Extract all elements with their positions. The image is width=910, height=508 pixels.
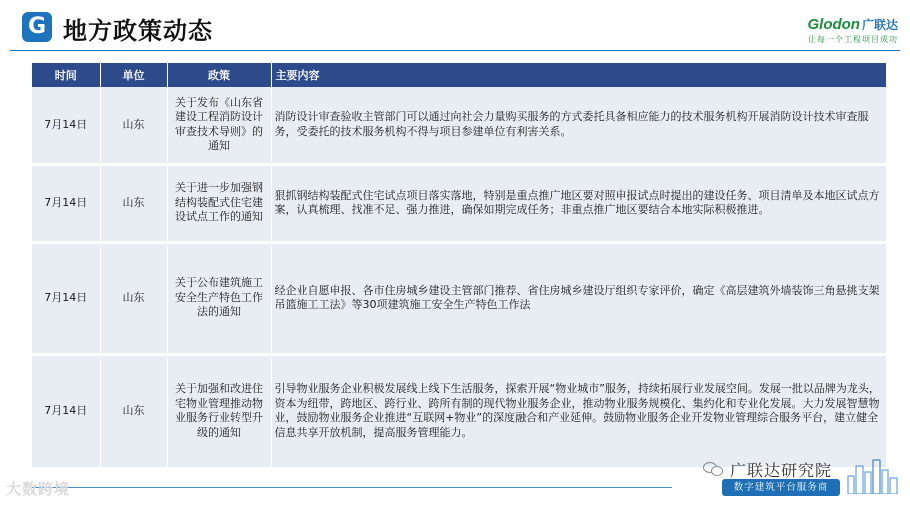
brand-name-en: Glodon xyxy=(807,16,860,33)
cell-unit: 山东 xyxy=(100,354,167,468)
cell-content: 消防设计审查验收主管部门可以通过向社会力量购买服务的方式委托具备相应能力的技术服务机构开展消防设计技术审查服务，受委托的技术服务机构不得与项目参建单位有利害关系。 xyxy=(271,87,886,164)
city-skyline-icon xyxy=(846,456,900,494)
cell-date: 7月14日 xyxy=(32,164,100,242)
cell-policy: 关于发布《山东省建设工程消防设计审查技术导则》的通知 xyxy=(167,87,271,164)
cell-content: 狠抓钢结构装配式住宅试点项目落实落地，特别是重点推广地区要对照申报试点时提出的建设任务、项目清单及本地区试点方案，认真梳理、找准不足、强力推进，确保如期完成任务；非重点推广地区要结合本地实际积极推进。 xyxy=(271,164,886,242)
cell-unit: 山东 xyxy=(100,242,167,354)
footer-divider xyxy=(32,487,672,488)
wechat-account-name: 广联达研究院 xyxy=(730,460,833,480)
brand-slogan: 让每一个工程项目成功 xyxy=(808,35,898,44)
cell-unit: 山东 xyxy=(100,87,167,164)
cell-date: 7月14日 xyxy=(32,87,100,164)
cell-policy: 关于公布建筑施工安全生产特色工作法的通知 xyxy=(167,242,271,354)
column-header-content: 主要内容 xyxy=(271,63,886,87)
cell-content: 经企业自愿申报、各市住房城乡建设主管部门推荐、省住房城乡建设厅组织专家评价，确定《高层建筑外墙装饰三角悬挑支架吊篮施工工法》等30项建筑施工安全生产特色工作法 xyxy=(271,242,886,354)
cell-date: 7月14日 xyxy=(32,354,100,468)
brand-name xyxy=(807,16,898,33)
brand-name-cn: 广联达 xyxy=(861,18,898,32)
policy-table xyxy=(32,63,887,470)
cell-date: 7月14日 xyxy=(32,242,100,354)
glodon-g-logo-icon: G xyxy=(22,12,52,42)
page-title: 地方政策动态 xyxy=(63,17,213,45)
cell-content: 引导物业服务企业积极发展线上线下生活服务，探索开展“物业城市”服务，持续拓展行业发展空间。发展一批以品牌为龙头，资本为纽带，跨地区、跨行业、跨所有制的现代物业服务企业，推动物业服务规模化、集约化和专业化发展。大力发展智慧物业，鼓励物业服务企业推进“互联网+物业”的深度融合和产业延伸。鼓励物业服务企业开发物业管理综合服务平台，建立健全信息共享开放机制，提高服务管理能力。 xyxy=(271,354,886,468)
column-header-date: 时间 xyxy=(32,63,100,87)
brand-logo xyxy=(807,16,898,45)
cell-policy: 关于加强和改进住宅物业管理推动物业服务行业转型升级的通知 xyxy=(167,354,271,468)
platform-slogan-pill: 数字建筑平台服务商 xyxy=(722,479,840,496)
title-divider xyxy=(10,50,900,51)
table-row xyxy=(32,164,886,242)
table-row xyxy=(32,242,886,354)
column-header-policy: 政策 xyxy=(167,63,271,87)
wechat-icon xyxy=(703,460,725,478)
watermark-text: 大数跨境 xyxy=(6,480,71,498)
table-row xyxy=(32,87,886,164)
cell-policy: 关于进一步加强钢结构装配式住宅建设试点工作的通知 xyxy=(167,164,271,242)
slide-header xyxy=(0,0,910,56)
column-header-unit: 单位 xyxy=(100,63,167,87)
table-row xyxy=(32,354,886,468)
table-header-row xyxy=(32,63,886,87)
cell-unit: 山东 xyxy=(100,164,167,242)
